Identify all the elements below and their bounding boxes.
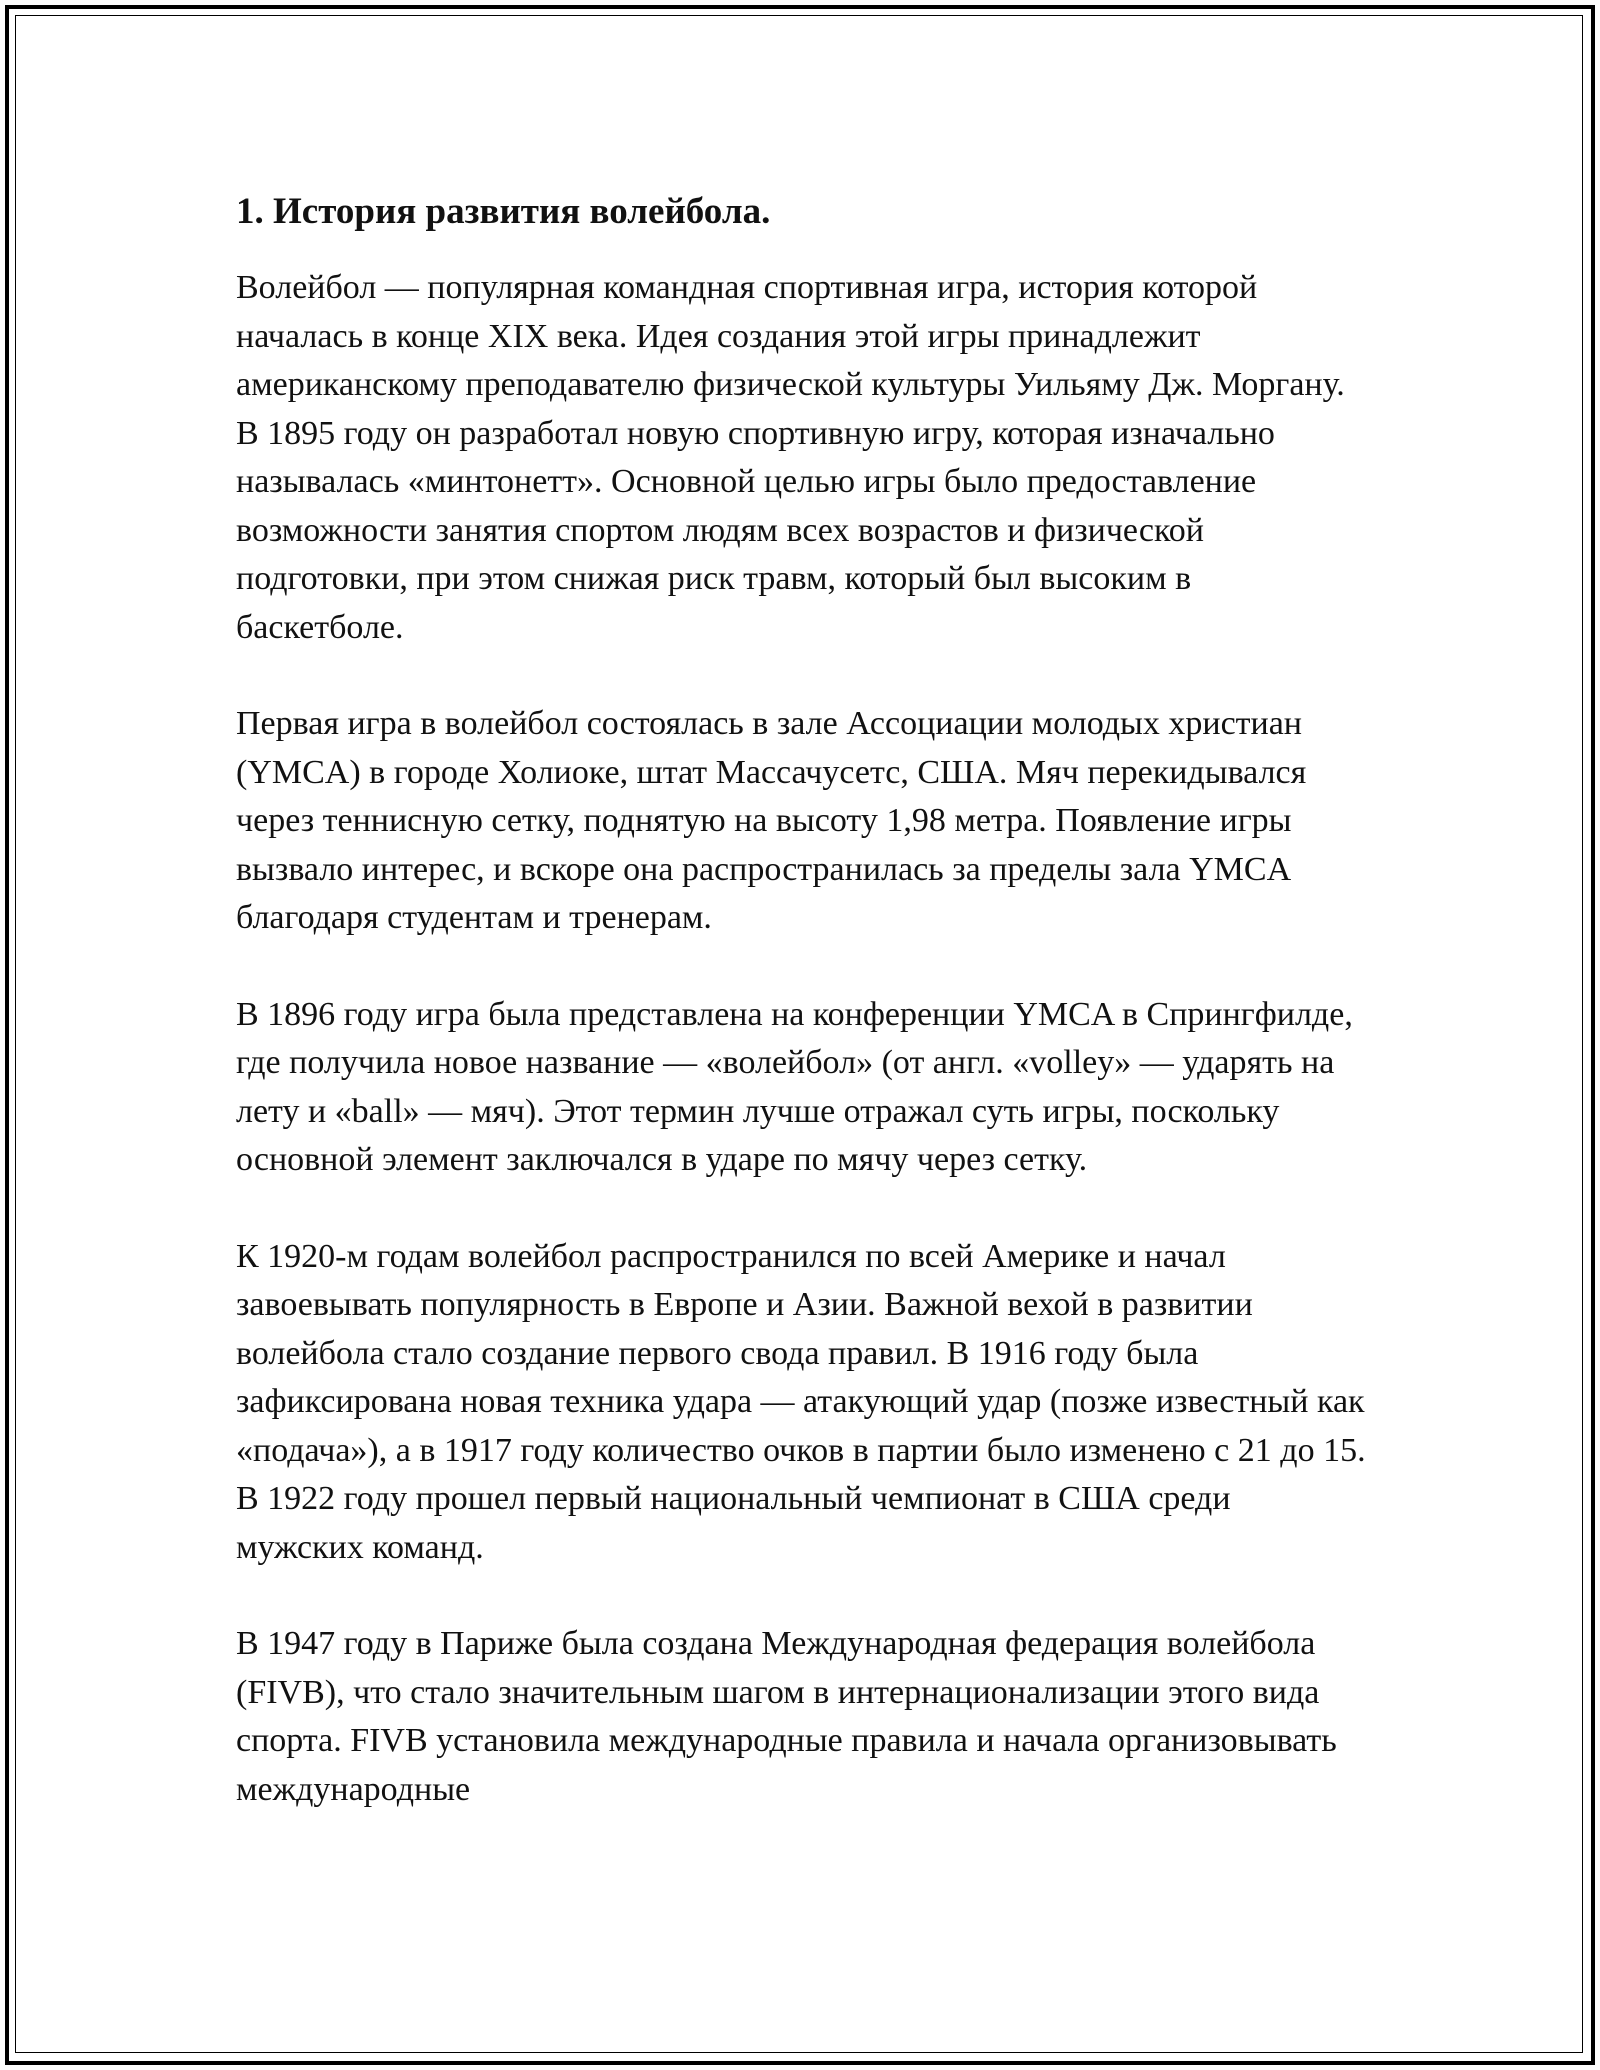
paragraph-5: В 1947 году в Париже была создана Международная федерация волейбола (FIVB), что стало значительным шагом в интернационализации этого вида спорта. FIVB установила международные правила и начала организовывать международные xyxy=(236,1625,1337,1808)
document-body xyxy=(236,186,1366,1862)
paragraph-4: К 1920-м годам волейбол распространился по всей Америке и начал завоевывать популярность в Европе и Азии. Важной вехой в развитии волейбола стало создание первого свода правил. В 1916 году была зафиксирована новая техника удара — атакующий удар (позже известный как «подача»), а в 1917 году количество очков в партии было изменено с 21 до 15. В 1922 году прошел первый национальный чемпионат в США среди мужских команд. xyxy=(236,1237,1366,1566)
paragraph-1: Волейбол — популярная командная спортивная игра, история которой началась в конце XIX века. Идея создания этой игры принадлежит американскому преподавателю физической культуры Уильяму Дж. Моргану. В 1895 году он разработал новую спортивную игру, которая изначально называлась «минтонетт». Основной целью игры было предоставление возможности занятия спортом людям всех возрастов и физической подготовки, при этом снижая риск травм, который был высоким в баскетболе. xyxy=(236,269,1345,646)
paragraph-3: В 1896 году игра была представлена на конференции YMCA в Спрингфилде, где получила новое название — «волейбол» (от англ. «volley» — ударять на лету и «ball» — мяч). Этот термин лучше отражал суть игры, поскольку основной элемент заключался в ударе по мячу через сетку. xyxy=(236,995,1353,1178)
paragraph-2: Первая игра в волейбол состоялась в зале Ассоциации молодых христиан (YMCA) в городе Холиоке, штат Массачусетс, США. Мяч перекидывался через теннисную сетку, поднятую на высоту 1,98 метра. Появление игры вызвало интерес, и вскоре она распространилась за пределы зала YMCA благодаря студентам и тренерам. xyxy=(236,705,1307,936)
section-heading: 1. История развития волейбола. xyxy=(236,191,771,232)
